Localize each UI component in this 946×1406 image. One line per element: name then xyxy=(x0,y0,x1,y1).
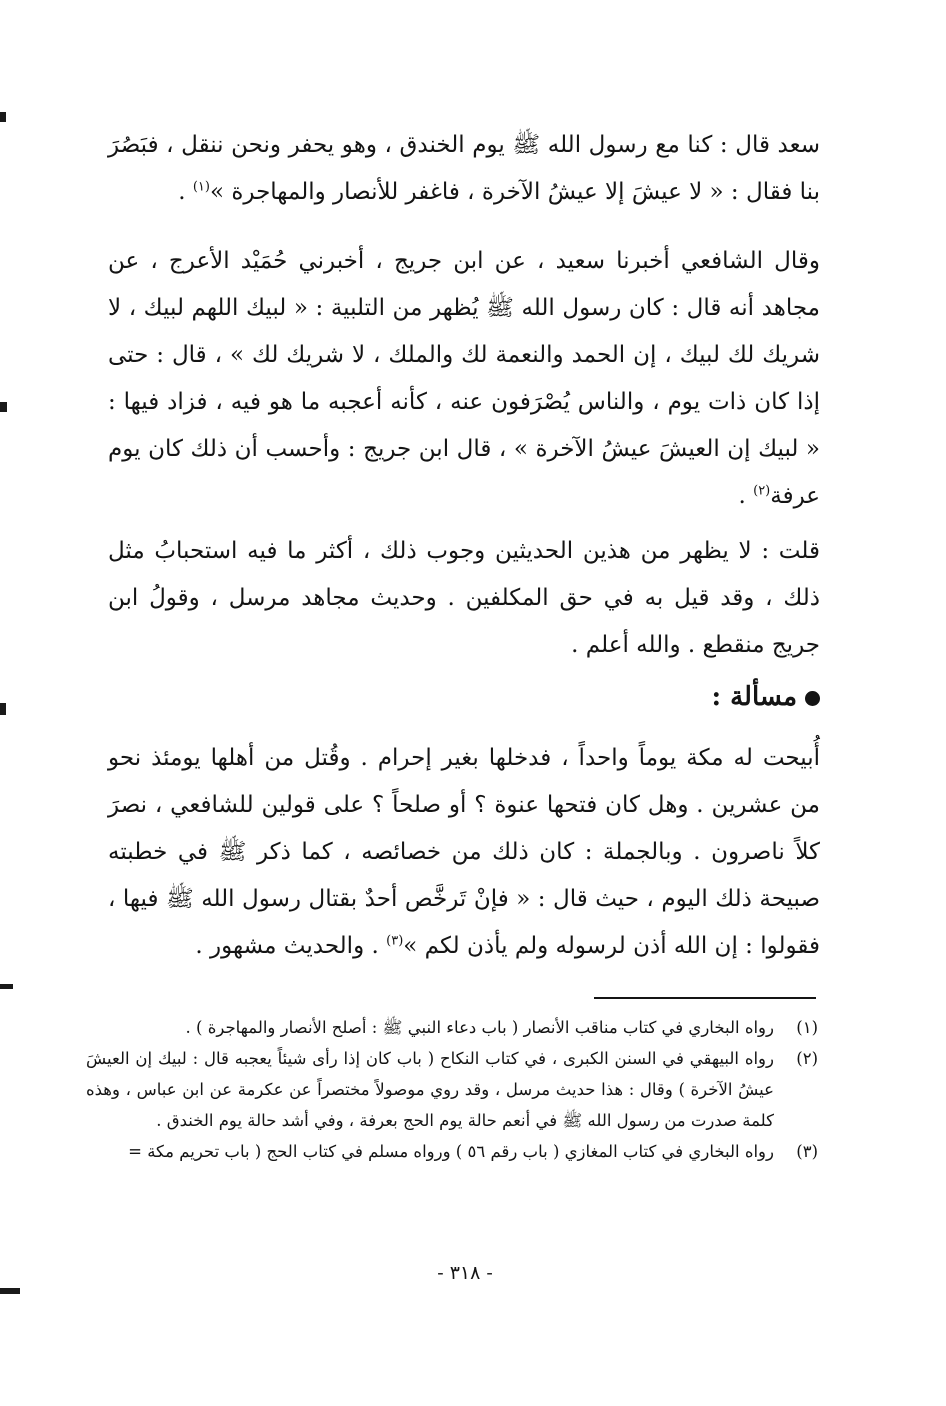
paragraph-1-text: سعد قال : كنا مع رسول الله ﷺ يوم الخندق ، وهو يحفر ونحن ننقل ، فبَصُرَ بنا فقال : « لا عيشَ إلا عيشُ الآخرة ، فاغفر للأنصار والمهاجرة » xyxy=(108,132,820,205)
scan-edge-mark xyxy=(0,1288,20,1294)
footnote-ref-2[interactable]: (٢) xyxy=(753,483,771,499)
paragraph-1-end: . xyxy=(178,179,193,205)
footnotes xyxy=(86,1012,818,1167)
footnote-item xyxy=(86,1012,818,1043)
paragraph-1 xyxy=(108,122,820,216)
footnote-ref-3[interactable]: (٣) xyxy=(386,933,404,949)
scan-edge-mark xyxy=(0,984,13,989)
bullet-icon xyxy=(805,691,820,706)
footnote-text: رواه البيهقي في السنن الكبرى ، في كتاب النكاح ( باب كان إذا رأى شيئاً يعجبه قال : لبيك إن العيشَ عيشُ الآخرة ) وقال : هذا حديث مرسل ، وقد روي موصولاً مختصراً عن عكرمة عن ابن عباس ، وهذه كلمة صدرت من رسول الله ﷺ في أنعم حالة يوم الحج بعرفة ، وفي أشد حالة يوم الخندق . xyxy=(86,1049,774,1130)
paragraph-2-end: . xyxy=(738,483,754,509)
footnote-text: رواه البخاري في كتاب مناقب الأنصار ( باب دعاء النبي ﷺ : أصلح الأنصار والمهاجرة ) . xyxy=(185,1018,774,1037)
paragraph-2 xyxy=(108,238,820,520)
paragraph-4-text: أُبيحت له مكة يوماً واحداً ، فدخلها بغير إحرام . وقُتل من أهلها يومئذ نحو من عشرين . وهل كان فتحها عنوة ؟ أو صلحاً ؟ على قولين للشافعي ، نصرَ كلاً ناصرون . وبالجملة : كان ذلك من خصائصه ، كما ذكر ﷺ في خطبته صبيحة ذلك اليوم ، حيث قال : « فإنْ تَرخَّص أحدٌ بقتال رسول الله ﷺ فيها ، فقولوا : إن الله أذن لرسوله ولم يأذن لكم » xyxy=(108,745,820,959)
paragraph-4 xyxy=(108,735,820,970)
footnote-number: (٢) xyxy=(796,1049,818,1068)
footnote-divider xyxy=(594,997,816,999)
footnote-item xyxy=(86,1136,818,1167)
footnote-ref-1[interactable]: (١) xyxy=(192,179,210,195)
section-heading xyxy=(108,677,820,717)
footnote-number: (٣) xyxy=(796,1142,818,1161)
scan-edge-mark xyxy=(0,703,6,715)
scan-edge-mark xyxy=(0,402,7,412)
footnote-item xyxy=(86,1043,818,1136)
footnote-number: (١) xyxy=(796,1018,818,1037)
footnote-text: رواه البخاري في كتاب المغازي ( باب رقم ٥٦ ) ورواه مسلم في كتاب الحج ( باب تحريم مكة = xyxy=(128,1142,774,1161)
scan-edge-mark xyxy=(0,112,6,122)
page-number: - ٣١٨ - xyxy=(437,1262,493,1284)
section-heading-text: مسألة : xyxy=(711,682,797,712)
paragraph-2-text: وقال الشافعي أخبرنا سعيد ، عن ابن جريج ، أخبرني حُمَيْد الأعرج ، عن مجاهد أنه قال : كان رسول الله ﷺ يُظهر من التلبية : « لبيك اللهم لبيك ، لا شريك لك لبيك ، إن الحمد والنعمة لك والملك ، لا شريك لك » ، قال : حتى إذا كان ذات يوم ، والناس يُصْرَفون عنه ، كأنه أعجبه ما هو فيه ، فزاد فيها : « لبيك إن العيشَ عيشُ الآخرة » ، قال ابن جريج : وأحسب أن ذلك كان يوم عرفة xyxy=(108,248,820,509)
paragraph-4-end: . والحديث مشهور . xyxy=(195,933,387,959)
paragraph-3: قلت : لا يظهر من هذين الحديثين وجوب ذلك ، أكثر ما فيه استحبابُ مثل ذلك ، وقد قيل به في حق المكلفين . وحديث مجاهد مرسل ، وقولُ ابن جريج منقطع . والله أعلم . xyxy=(108,538,820,658)
